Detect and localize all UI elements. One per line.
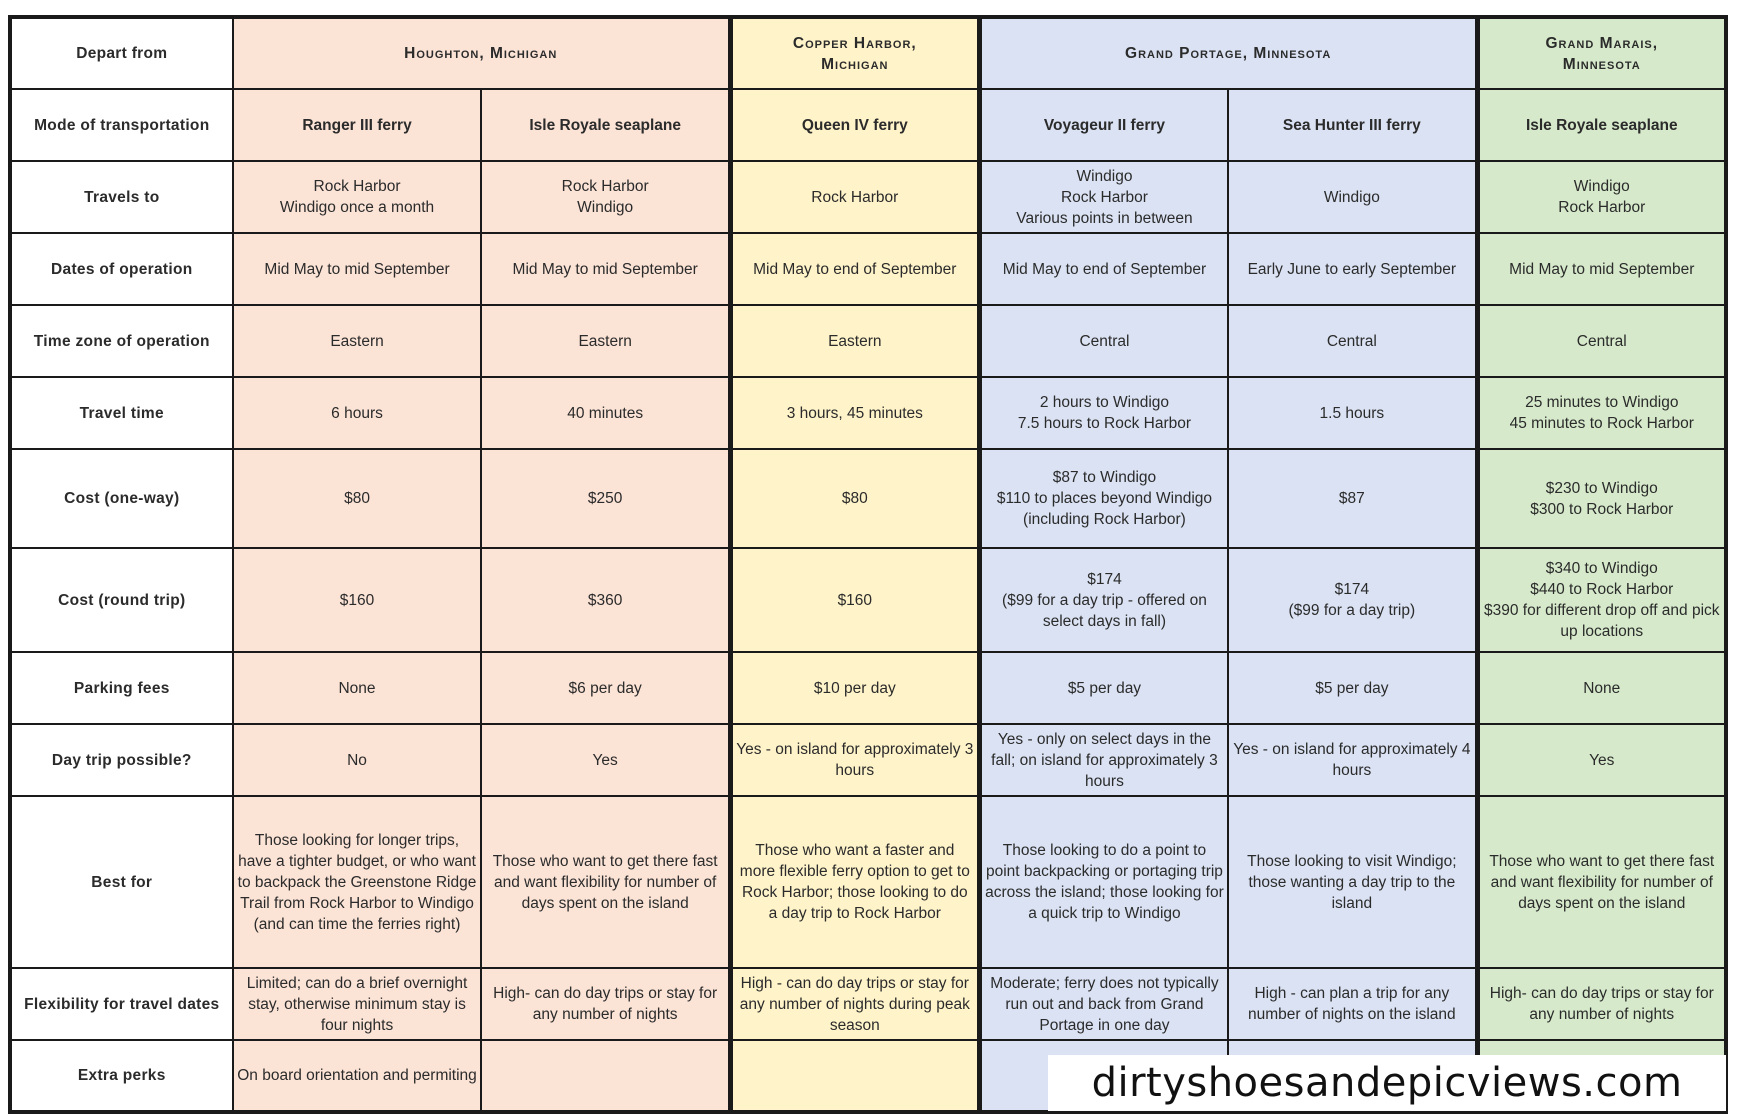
row-mode (10, 89, 1726, 161)
cell-cost-round-trip: $174 ($99 for a day trip) (1228, 548, 1477, 652)
cell-mode: Ranger III ferry (233, 89, 482, 161)
depart-houghton-header: Houghton, Michigan (233, 17, 731, 89)
cell-parking: $5 per day (1228, 652, 1477, 724)
cell-parking: $10 per day (730, 652, 979, 724)
cell-travels-to: Rock Harbor Windigo once a month (233, 161, 482, 233)
cell-travel-time: 40 minutes (481, 377, 730, 449)
cell-cost-round-trip: $174 ($99 for a day trip - offered on select days in fall) (979, 548, 1228, 652)
cell-flexibility: High- can do day trips or stay for any number of nights (1477, 968, 1726, 1040)
cell-time-zone: Central (979, 305, 1228, 377)
cell-cost-one-way: $250 (481, 449, 730, 548)
depart-copper-harbor-header: Copper Harbor, Michigan (730, 17, 979, 89)
cell-day-trip: Yes (481, 724, 730, 796)
row-cost-round-trip (10, 548, 1726, 652)
cell-travels-to: Windigo Rock Harbor (1477, 161, 1726, 233)
cell-parking: None (233, 652, 482, 724)
isle-royale-transport-table (8, 15, 1728, 1114)
cell-day-trip: Yes - only on select days in the fall; on island for approximately 3 hours (979, 724, 1228, 796)
cell-time-zone: Eastern (730, 305, 979, 377)
cell-best-for: Those looking to do a point to point backpacking or portaging trip across the island; those looking for a quick trip to Windigo (979, 796, 1228, 968)
row-label-best-for: Best for (10, 796, 233, 968)
cell-dates: Mid May to mid September (481, 233, 730, 305)
cell-cost-one-way: $87 (1228, 449, 1477, 548)
cell-mode: Isle Royale seaplane (481, 89, 730, 161)
cell-cost-one-way: $80 (233, 449, 482, 548)
cell-time-zone: Eastern (233, 305, 482, 377)
cell-best-for: Those who want to get there fast and want flexibility for number of days spent on the island (481, 796, 730, 968)
cell-mode: Queen IV ferry (730, 89, 979, 161)
row-label-day-trip: Day trip possible? (10, 724, 233, 796)
cell-travel-time: 25 minutes to Windigo 45 minutes to Rock Harbor (1477, 377, 1726, 449)
row-label-time-zone: Time zone of operation (10, 305, 233, 377)
cell-day-trip: Yes (1477, 724, 1726, 796)
cell-mode: Isle Royale seaplane (1477, 89, 1726, 161)
cell-best-for: Those who want a faster and more flexible ferry option to get to Rock Harbor; those looking to do a day trip to Rock Harbor (730, 796, 979, 968)
row-label-perks: Extra perks (10, 1040, 233, 1112)
cell-mode: Sea Hunter III ferry (1228, 89, 1477, 161)
depart-grand-marais-header: Grand Marais, Minnesota (1477, 17, 1726, 89)
row-flexibility (10, 968, 1726, 1040)
cell-best-for: Those looking to visit Windigo; those wanting a day trip to the island (1228, 796, 1477, 968)
row-travel-time (10, 377, 1726, 449)
cell-cost-round-trip: $360 (481, 548, 730, 652)
cell-travels-to: Rock Harbor (730, 161, 979, 233)
cell-dates: Mid May to mid September (233, 233, 482, 305)
cell-cost-one-way: $230 to Windigo $300 to Rock Harbor (1477, 449, 1726, 548)
cell-day-trip: Yes - on island for approximately 3 hours (730, 724, 979, 796)
row-dates (10, 233, 1726, 305)
cell-parking: $6 per day (481, 652, 730, 724)
row-time-zone (10, 305, 1726, 377)
cell-travel-time: 3 hours, 45 minutes (730, 377, 979, 449)
cell-day-trip: Yes - on island for approximately 4 hours (1228, 724, 1477, 796)
row-label-cost-one-way: Cost (one-way) (10, 449, 233, 548)
row-cost-one-way (10, 449, 1726, 548)
website-watermark: dirtyshoesandepicviews.com (1048, 1055, 1726, 1111)
row-day-trip (10, 724, 1726, 796)
cell-best-for: Those who want to get there fast and want flexibility for number of days spent on the island (1477, 796, 1726, 968)
cell-travel-time: 1.5 hours (1228, 377, 1477, 449)
cell-perks: On board orientation and permiting (233, 1040, 482, 1112)
cell-cost-round-trip: $160 (233, 548, 482, 652)
cell-flexibility: Limited; can do a brief overnight stay, otherwise minimum stay is four nights (233, 968, 482, 1040)
cell-cost-one-way: $87 to Windigo $110 to places beyond Windigo (including Rock Harbor) (979, 449, 1228, 548)
cell-parking: None (1477, 652, 1726, 724)
row-label-cost-round-trip: Cost (round trip) (10, 548, 233, 652)
row-travels-to (10, 161, 1726, 233)
row-label-mode: Mode of transportation (10, 89, 233, 161)
row-best-for (10, 796, 1726, 968)
cell-parking: $5 per day (979, 652, 1228, 724)
cell-travel-time: 6 hours (233, 377, 482, 449)
row-label-dates: Dates of operation (10, 233, 233, 305)
row-parking (10, 652, 1726, 724)
cell-cost-one-way: $80 (730, 449, 979, 548)
cell-travel-time: 2 hours to Windigo 7.5 hours to Rock Harbor (979, 377, 1228, 449)
cell-travels-to: Windigo (1228, 161, 1477, 233)
row-label-flexibility: Flexibility for travel dates (10, 968, 233, 1040)
cell-dates: Mid May to end of September (979, 233, 1228, 305)
cell-time-zone: Central (1477, 305, 1726, 377)
cell-flexibility: Moderate; ferry does not typically run out and back from Grand Portage in one day (979, 968, 1228, 1040)
cell-dates: Mid May to mid September (1477, 233, 1726, 305)
cell-dates: Mid May to end of September (730, 233, 979, 305)
cell-day-trip: No (233, 724, 482, 796)
cell-mode: Voyageur II ferry (979, 89, 1228, 161)
cell-flexibility: High - can do day trips or stay for any number of nights during peak season (730, 968, 979, 1040)
cell-travels-to: Windigo Rock Harbor Various points in between (979, 161, 1228, 233)
cell-best-for: Those looking for longer trips, have a tighter budget, or who want to backpack the Greenstone Ridge Trail from Rock Harbor to Windigo (and can time the ferries right) (233, 796, 482, 968)
row-label-depart-from: Depart from (10, 17, 233, 89)
depart-grand-portage-header: Grand Portage, Minnesota (979, 17, 1477, 89)
cell-flexibility: High - can plan a trip for any number of nights on the island (1228, 968, 1477, 1040)
header-row (10, 17, 1726, 89)
cell-perks (730, 1040, 979, 1112)
cell-perks (481, 1040, 730, 1112)
row-label-travels-to: Travels to (10, 161, 233, 233)
cell-cost-round-trip: $160 (730, 548, 979, 652)
cell-time-zone: Eastern (481, 305, 730, 377)
row-label-parking: Parking fees (10, 652, 233, 724)
cell-time-zone: Central (1228, 305, 1477, 377)
cell-travels-to: Rock Harbor Windigo (481, 161, 730, 233)
cell-cost-round-trip: $340 to Windigo $440 to Rock Harbor $390 for different drop off and pick up locations (1477, 548, 1726, 652)
cell-flexibility: High- can do day trips or stay for any number of nights (481, 968, 730, 1040)
cell-dates: Early June to early September (1228, 233, 1477, 305)
row-label-travel-time: Travel time (10, 377, 233, 449)
